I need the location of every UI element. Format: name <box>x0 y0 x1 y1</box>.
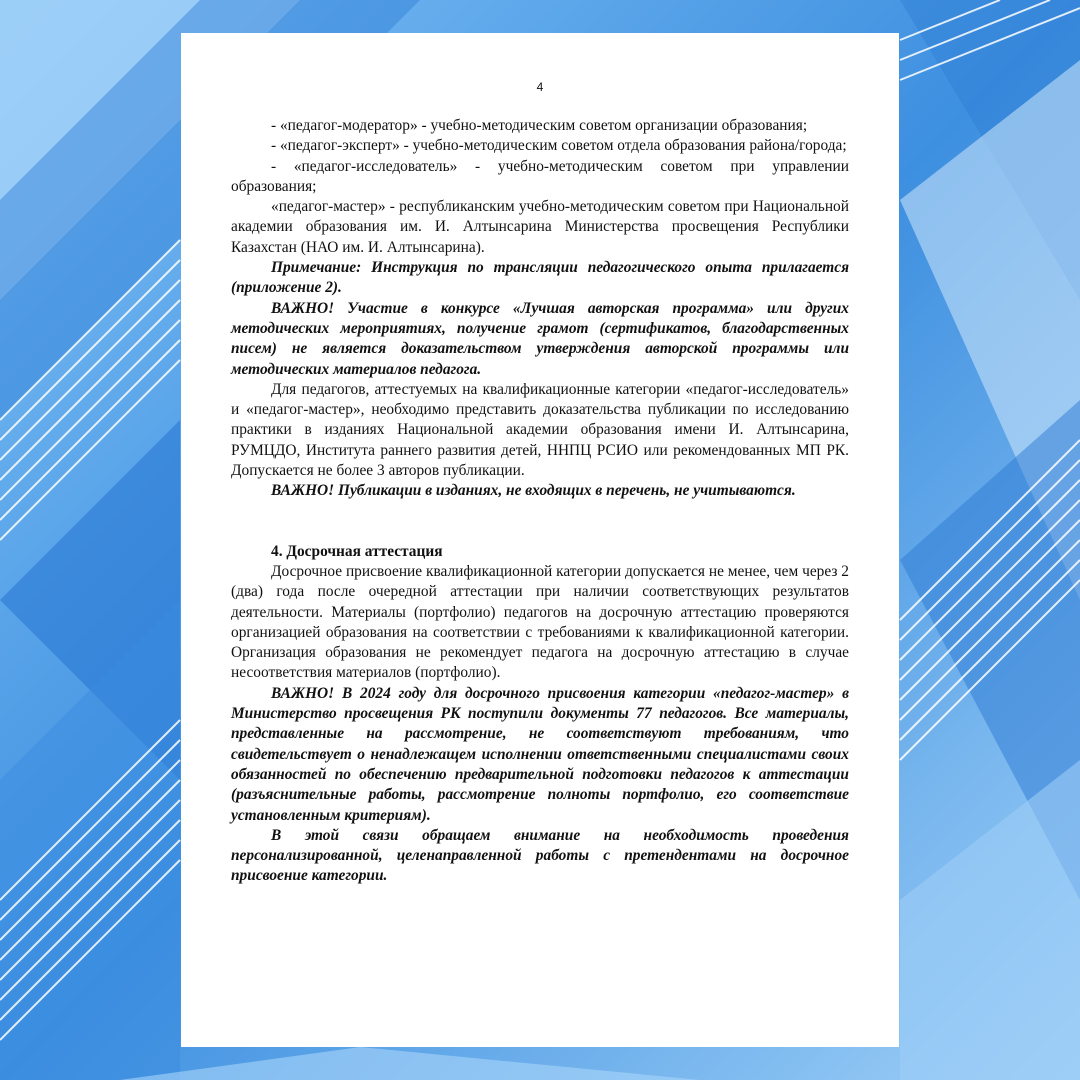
closing-paragraph: В этой связи обращаем внимание на необходимость проведения персонализированной, целенаправленной работы с претендентами на досрочное присвоение категории. <box>231 826 849 885</box>
list-item-expert: - «педагог-эксперт» - учебно-методическим советом отдела образования района/города; <box>271 137 847 155</box>
section-heading: 4. Досрочная аттестация <box>271 542 443 560</box>
list-item-moderator: - «педагог-модератор» - учебно-методическим советом организации образования; <box>271 117 808 134</box>
list-item-researcher: - «педагог-исследователь» - учебно-методическим советом при управлении образования; <box>231 157 849 195</box>
important-paragraph-2: ВАЖНО! Публикации в изданиях, не входящих в перечень, не учитываются. <box>271 482 796 500</box>
section-spacer <box>231 502 849 542</box>
important-paragraph-1: ВАЖНО! Участие в конкурсе «Лучшая авторская программа» или других методических мероприятиях, получение грамот (сертификатов, благодарственных писем) не является доказательством утверждения авторской программы или методических материалов педагога. <box>231 299 849 378</box>
early-attestation-paragraph: Досрочное присвоение квалификационной категории допускается не менее, чем через 2 (два) года после очередной аттестации при наличии соответствующих результатов деятельности. Материалы (портфолио) педагогов на досрочную аттестацию проверяются организацией образования на соответствии с требованиями к квалификационной категории. Организация образования не рекомендует педагога на досрочную аттестацию в случае несоответствия материалов (портфолио). <box>231 562 849 682</box>
important-paragraph-3: ВАЖНО! В 2024 году для досрочного присвоения категории «педагог-мастер» в Министерство просвещения РК поступили документы 77 педагогов. Все материалы, представленные на рассмотрение, не соответствуют требованиям, что свидетельствует о ненадлежащем исполнении ответственными специалистами своих обязанностей по обеспечению предварительной подготовки педагогов к аттестации (разъяснительные работы, рассмотрение полноты портфолио, его соответствие установленным критериям). <box>231 684 849 824</box>
page-number: 4 <box>536 80 544 94</box>
document-page <box>181 33 899 1047</box>
note-paragraph: Примечание: Инструкция по трансляции педагогического опыта прилагается (приложение 2). <box>231 259 849 297</box>
list-item-master: «педагог-мастер» - республиканским учебно-методическим советом при Национальной академии образования им. И. Алтынсарина Министерства просвещения Республики Казахстан (НАО им. И. Алтынсарина). <box>231 198 849 256</box>
publications-paragraph: Для педагогов, аттестуемых на квалификационные категории «педагог-исследователь» и «педагог-мастер», необходимо представить доказательства публикации по исследованию практики в изданиях Национальной академии образования имени И. Алтынсарина, РУМЦДО, Института раннего развития детей, ННПЦ РСИО или рекомендованных МП РК. Допускается не более 3 авторов публикации. <box>231 380 849 480</box>
